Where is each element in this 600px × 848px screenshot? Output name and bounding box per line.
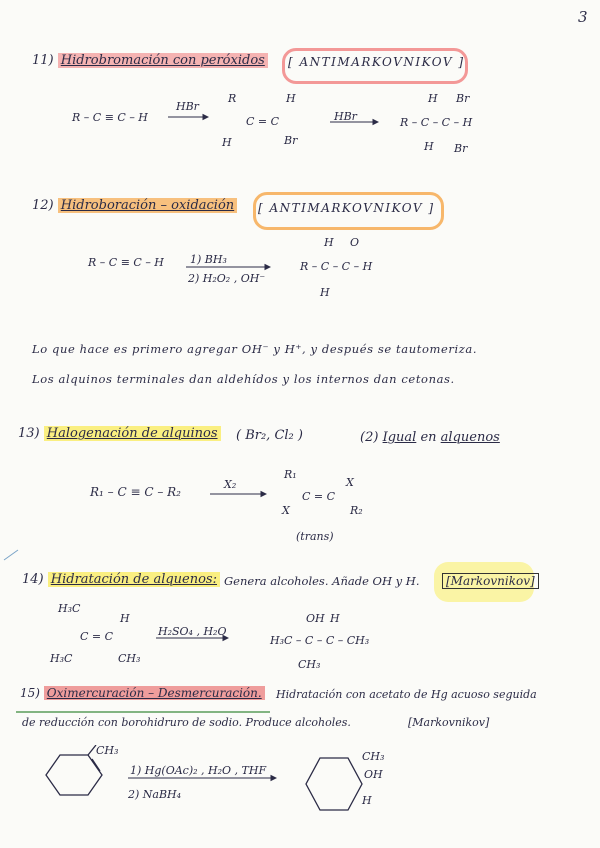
s14-desc: Genera alcoholes. Añade OH y H. [224, 574, 420, 588]
s11-int-H1: H [286, 92, 296, 105]
s11-reagent2: HBr [334, 110, 357, 123]
s11-prod-H1: H [428, 92, 438, 105]
section-15-title: Oximercuración – Desmercuración. [44, 686, 265, 700]
s13-prod-X2: X [282, 504, 290, 517]
section-14-number: 14) [22, 572, 44, 587]
s11-reactant: R – C ≡ C – H [72, 111, 148, 124]
s14-r-H: H [120, 612, 130, 625]
s13-note-same: Igual [382, 430, 417, 445]
s15-reagent2: 2) NaBH₄ [128, 788, 182, 801]
s12-prod-O: O [350, 236, 360, 249]
section-12-title: Hidroboración – oxidación [58, 198, 237, 213]
section-11-title: Hidrobromación con peróxidos [58, 53, 268, 68]
s12-prod-main: R – C – C – H [300, 260, 373, 273]
s11-int-H2: H [222, 136, 232, 149]
s14-r-H3C2: H₃C [50, 652, 73, 665]
s12-reagent2: 2) H₂O₂ , OH⁻ [188, 272, 266, 285]
s12-note-1: Lo que hace es primero agregar OH⁻ y H⁺, y después se tautomeriza. [32, 342, 478, 356]
s12-note-2: Los alquinos terminales dan aldehídos y los internos dan cetonas. [32, 372, 455, 386]
s13-prod-X1: X [346, 476, 354, 489]
section-11-number: 11) [32, 53, 54, 68]
s14-r-CH3: CH₃ [118, 652, 141, 665]
s13-reactant: R₁ – C ≡ C – R₂ [90, 485, 181, 499]
s13-note-mid: en [420, 430, 437, 445]
s13-note-num: (2) [360, 430, 379, 445]
s11-prod-main: R – C – C – H [400, 116, 473, 129]
section-13-title: Halogenación de alquinos [44, 426, 221, 441]
s11-prod-Br2: Br [454, 142, 468, 155]
page-number: 3 [578, 8, 588, 26]
section-14-title: Hidratación de alquenos: [48, 572, 220, 587]
s11-reagent1: HBr [176, 100, 199, 113]
s14-p-OH: OH [306, 612, 325, 625]
s15-reagent1: 1) Hg(OAc)₂ , H₂O , THF [130, 764, 267, 777]
section-12-number: 12) [32, 198, 54, 213]
s15-p-H: H [362, 794, 372, 807]
s15-line-2: de reducción con borohidruro de sodio. Produce alcoholes. [22, 716, 351, 729]
s15-p-CH3: CH₃ [362, 750, 385, 763]
s13-caption: (trans) [296, 530, 334, 543]
section-11-tag: [ ANTIMARKOVNIKOV ] [288, 55, 465, 69]
s13-reagents: ( Br₂, Cl₂ ) [236, 428, 303, 443]
s14-p-CH3: CH₃ [298, 658, 321, 671]
s13-prod-C: C = C [302, 490, 336, 503]
s14-r-H3C1: H₃C [58, 602, 81, 615]
s12-reactant: R – C ≡ C – H [88, 256, 164, 269]
s11-int-Br: Br [284, 134, 298, 147]
s11-prod-H2: H [424, 140, 434, 153]
s11-prod-Br1: Br [456, 92, 470, 105]
section-15-number: 15) [20, 686, 40, 700]
s15-p-OH: OH [364, 768, 383, 781]
s13-prod-R2: R₂ [350, 504, 363, 517]
section-13-number: 13) [18, 426, 40, 441]
section-14-tag: [Markovnikov] [442, 573, 539, 589]
s13-note-word: alquenos [440, 430, 500, 445]
s12-reagent1: 1) BH₃ [190, 253, 227, 266]
s12-prod-H: H [324, 236, 334, 249]
s13-prod-R1: R₁ [284, 468, 297, 481]
s11-int-C: C = C [246, 115, 280, 128]
s14-reagent: H₂SO₄ , H₂O [158, 625, 227, 638]
s13-reagent: X₂ [224, 478, 237, 491]
s14-p-H: H [330, 612, 340, 625]
s15-r-CH3: CH₃ [96, 744, 119, 757]
s14-r-C: C = C [80, 630, 114, 643]
s14-p-main: H₃C – C – C – CH₃ [270, 634, 370, 647]
section-15-tag: [Markovnikov] [408, 716, 490, 729]
s11-int-R: R [228, 92, 237, 105]
section-12-tag: [ ANTIMARKOVNIKOV ] [258, 201, 435, 215]
s15-line-1: Hidratación con acetato de Hg acuoso seguida [276, 688, 537, 701]
s12-prod-H2: H [320, 286, 330, 299]
